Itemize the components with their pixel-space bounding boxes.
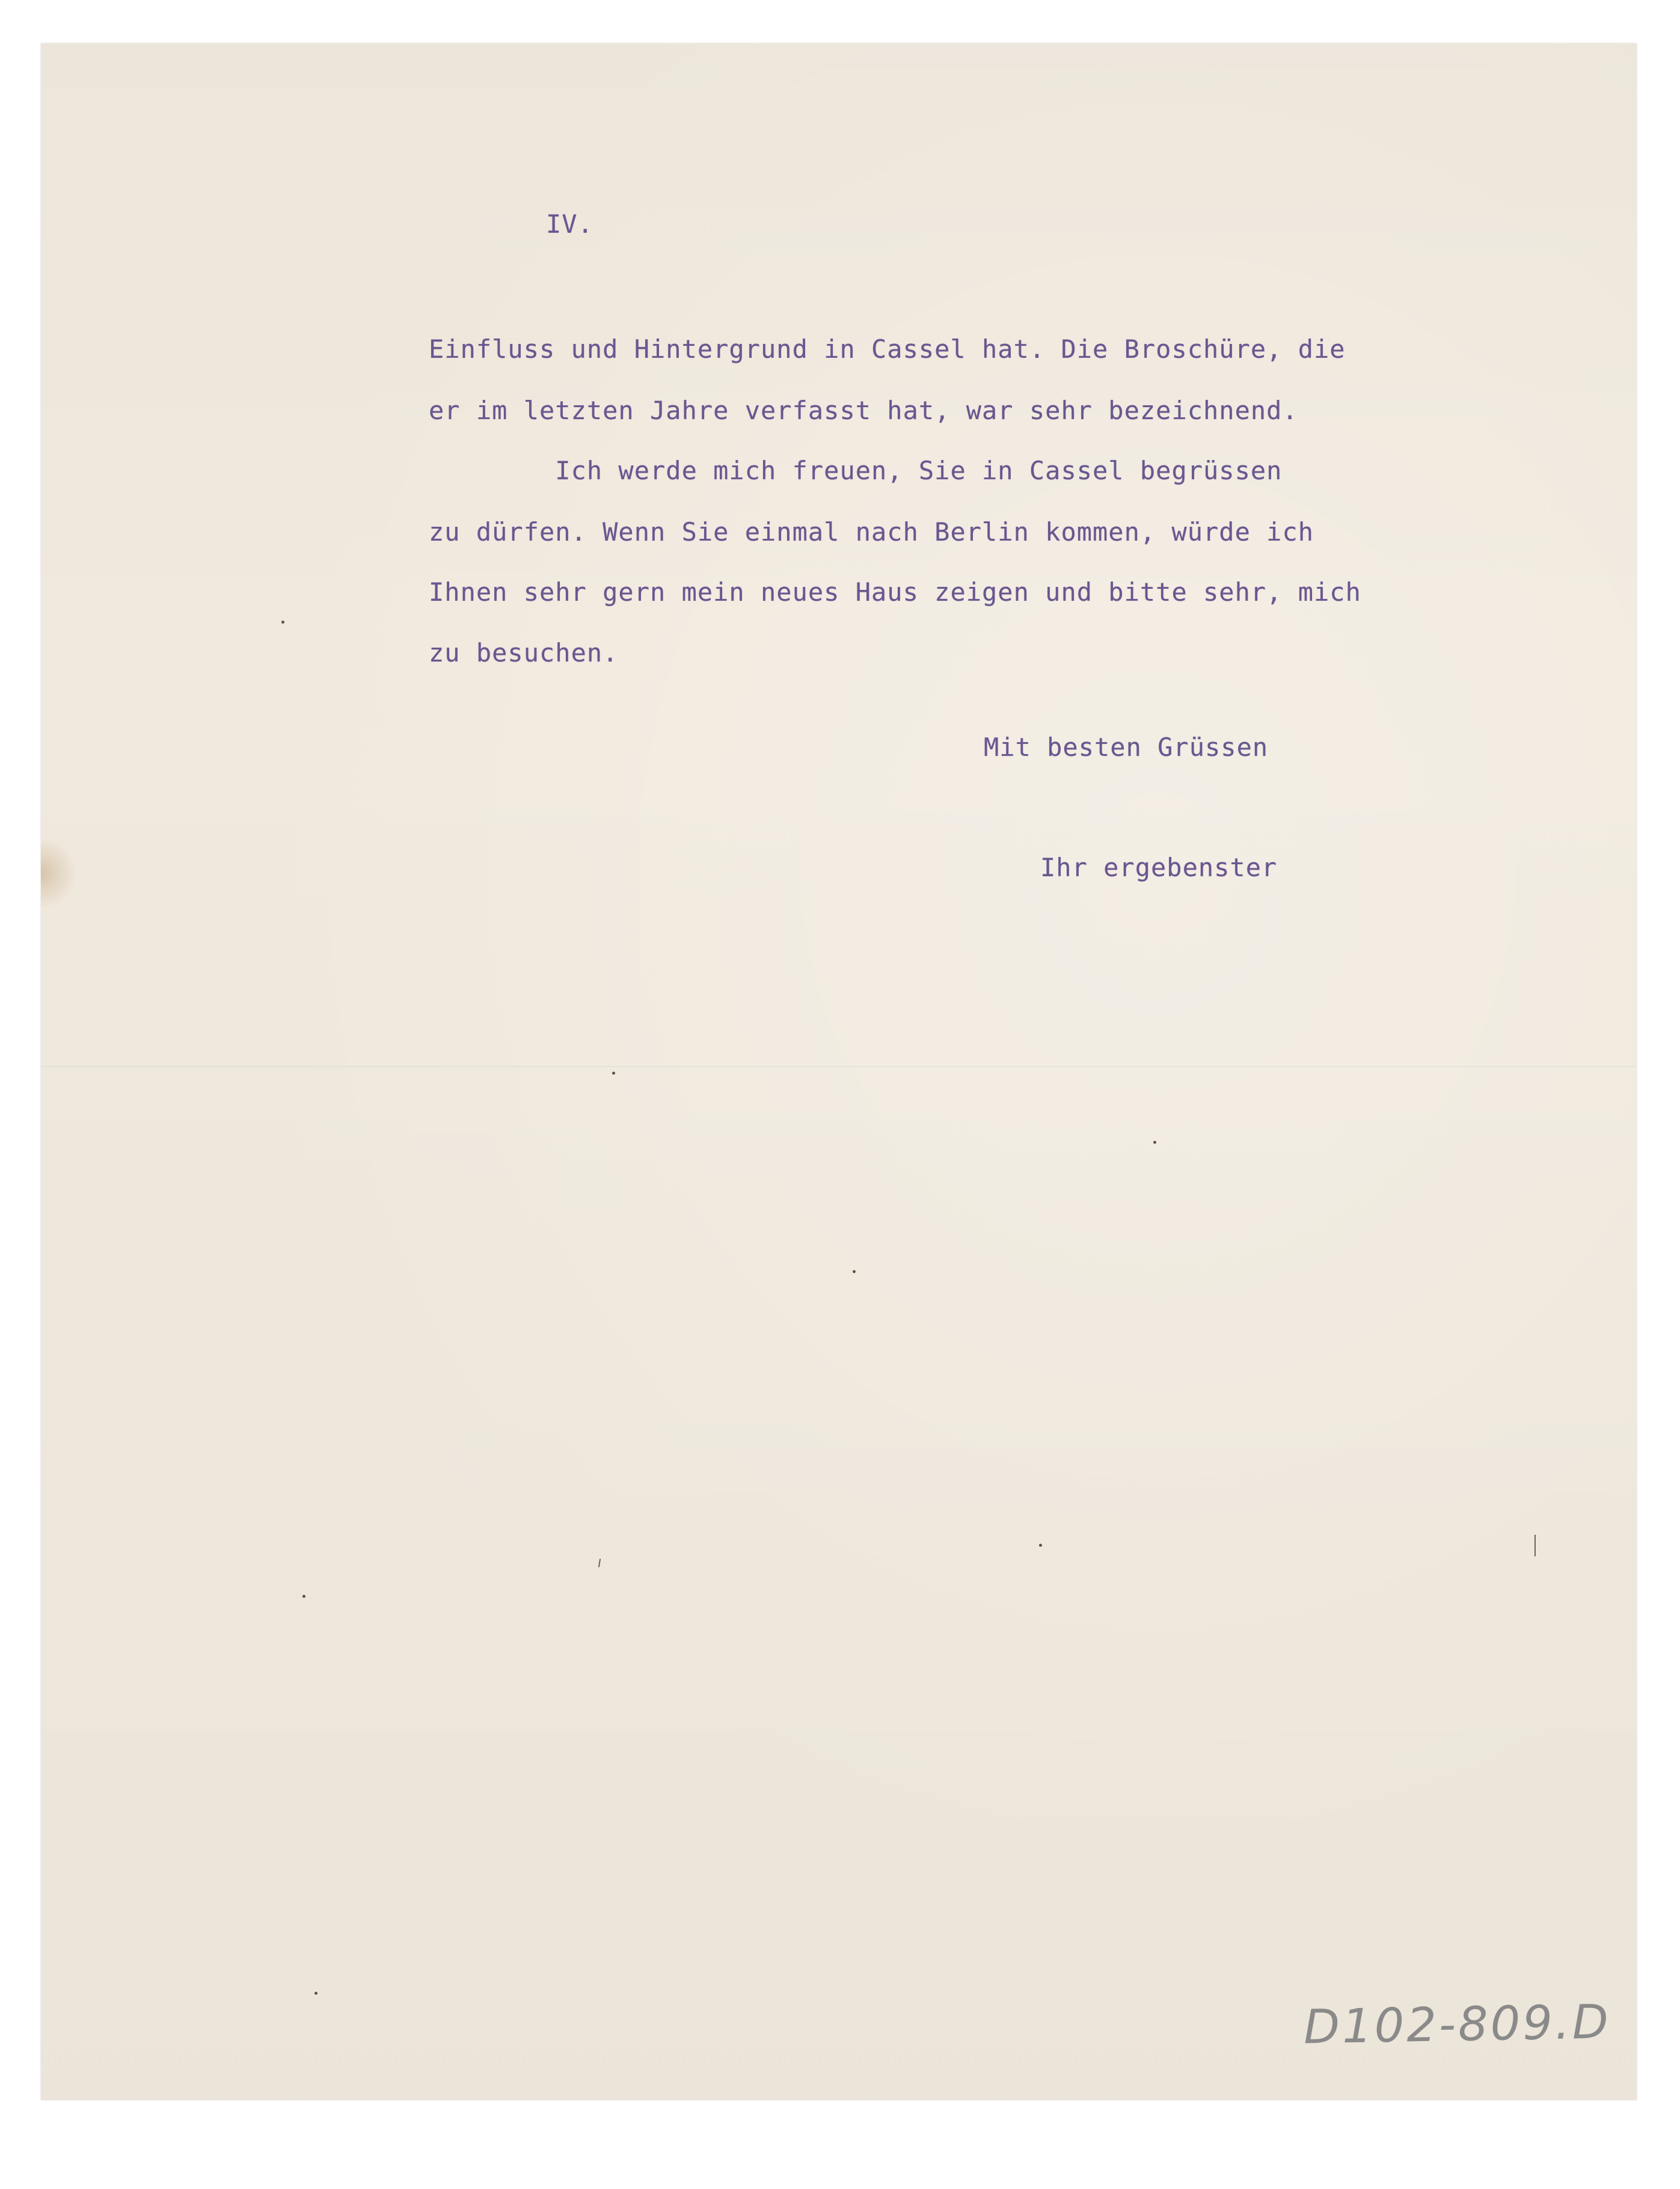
letter-line-2: er im letzten Jahre verfasst hat, war sehr bezeichnend. [429,396,1298,425]
paper-speck [853,1270,856,1273]
letter-sheet [41,43,1637,2100]
letter-line-5: Ihnen sehr gern mein neues Haus zeigen und bitte sehr, mich [429,577,1361,607]
letter-line-6: zu besuchen. [429,638,619,668]
paper-speck [1153,1141,1156,1144]
letter-line-4: zu dürfen. Wenn Sie einmal nach Berlin kommen, würde ich [429,517,1314,547]
pencil-mark [598,1559,601,1567]
paper-speck [302,1595,305,1598]
paper-fold-crease [41,1066,1637,1067]
paper-speck [1039,1544,1042,1547]
archive-reference: D102-809.D [1303,1995,1611,2055]
paper-stain [41,837,77,909]
letter-line-3: Ich werde mich freuen, Sie in Cassel begrüssen [429,456,1283,485]
paper-speck [281,621,284,624]
signoff-phrase: Ihr ergebenster [1040,853,1278,882]
pencil-mark [1534,1535,1536,1556]
paper-speck [314,1992,317,1995]
paper-speck [612,1072,615,1075]
page-number: IV. [546,209,593,239]
closing-phrase: Mit besten Grüssen [984,732,1269,762]
letter-line-1: Einfluss und Hintergrund in Cassel hat. Die Broschüre, die [429,334,1346,364]
